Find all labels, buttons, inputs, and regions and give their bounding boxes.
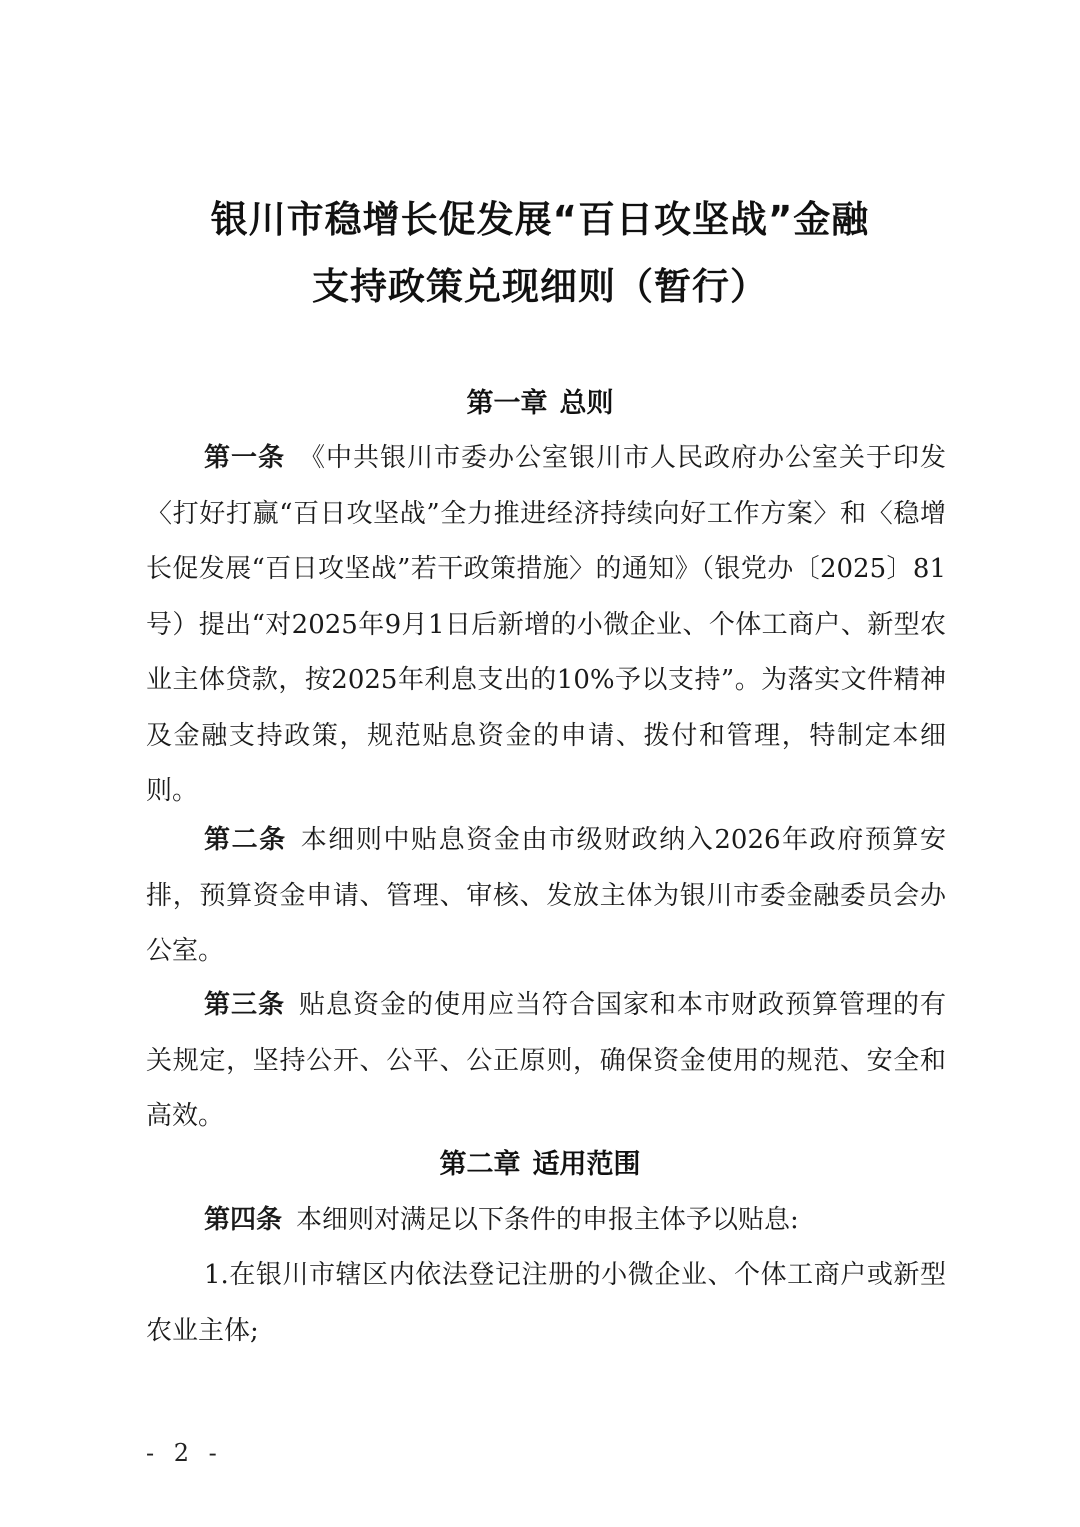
- article-1: [146, 431, 946, 820]
- list-item: [146, 1248, 946, 1359]
- chapter-heading-1: [0, 384, 1080, 424]
- document-title-line-2: 支持政策兑现细则（暂行）: [312, 265, 768, 308]
- article-label: 第二条: [204, 825, 287, 855]
- article-text: 贴息资金的使用应当符合国家和本市财政预算管理的有关规定，坚持公开、公平、公正原则，确保资金使用的规范、安全和高效。: [146, 990, 946, 1131]
- list-item-text: 1.在银川市辖区内依法登记注册的小微企业、个体工商户或新型农业主体;: [146, 1260, 946, 1346]
- article-4: [146, 1193, 946, 1249]
- article-text: 本细则对满足以下条件的申报主体予以贴息:: [296, 1205, 799, 1235]
- chapter-number: 第二章: [439, 1149, 521, 1180]
- article-3: [146, 978, 946, 1145]
- article-label: 第三条: [204, 990, 285, 1020]
- chapter-number: 第一章: [466, 388, 548, 419]
- article-label: 第四条: [204, 1205, 283, 1235]
- article-2: [146, 813, 946, 980]
- article-text: 本细则中贴息资金由市级财政纳入2026年政府预算安排，预算资金申请、管理、审核、发放主体为银川市委金融委员会办公室。: [146, 825, 946, 966]
- article-text: 《中共银川市委办公室银川市人民政府办公室关于印发〈打好打赢“百日攻坚战”全力推进经济持续向好工作方案〉和〈稳增长促发展“百日攻坚战”若干政策措施〉的通知》（银党办〔2025〕81号）提出“对2025年9月1日后新增的小微企业、个体工商户、新型农业主体贷款，按2025年利息支出的10%予以支持”。为落实文件精神及金融支持政策，规范贴息资金的申请、拨付和管理，特制定本细则。: [146, 443, 946, 806]
- document-title-line-1: 银川市稳增长促发展“百日攻坚战”金融: [210, 198, 870, 241]
- chapter-name: 适用范围: [532, 1149, 641, 1180]
- chapter-name: 总则: [559, 388, 614, 419]
- article-label: 第一条: [204, 443, 285, 473]
- page-number: - 2 -: [146, 1439, 223, 1467]
- chapter-heading-2: [0, 1145, 1080, 1185]
